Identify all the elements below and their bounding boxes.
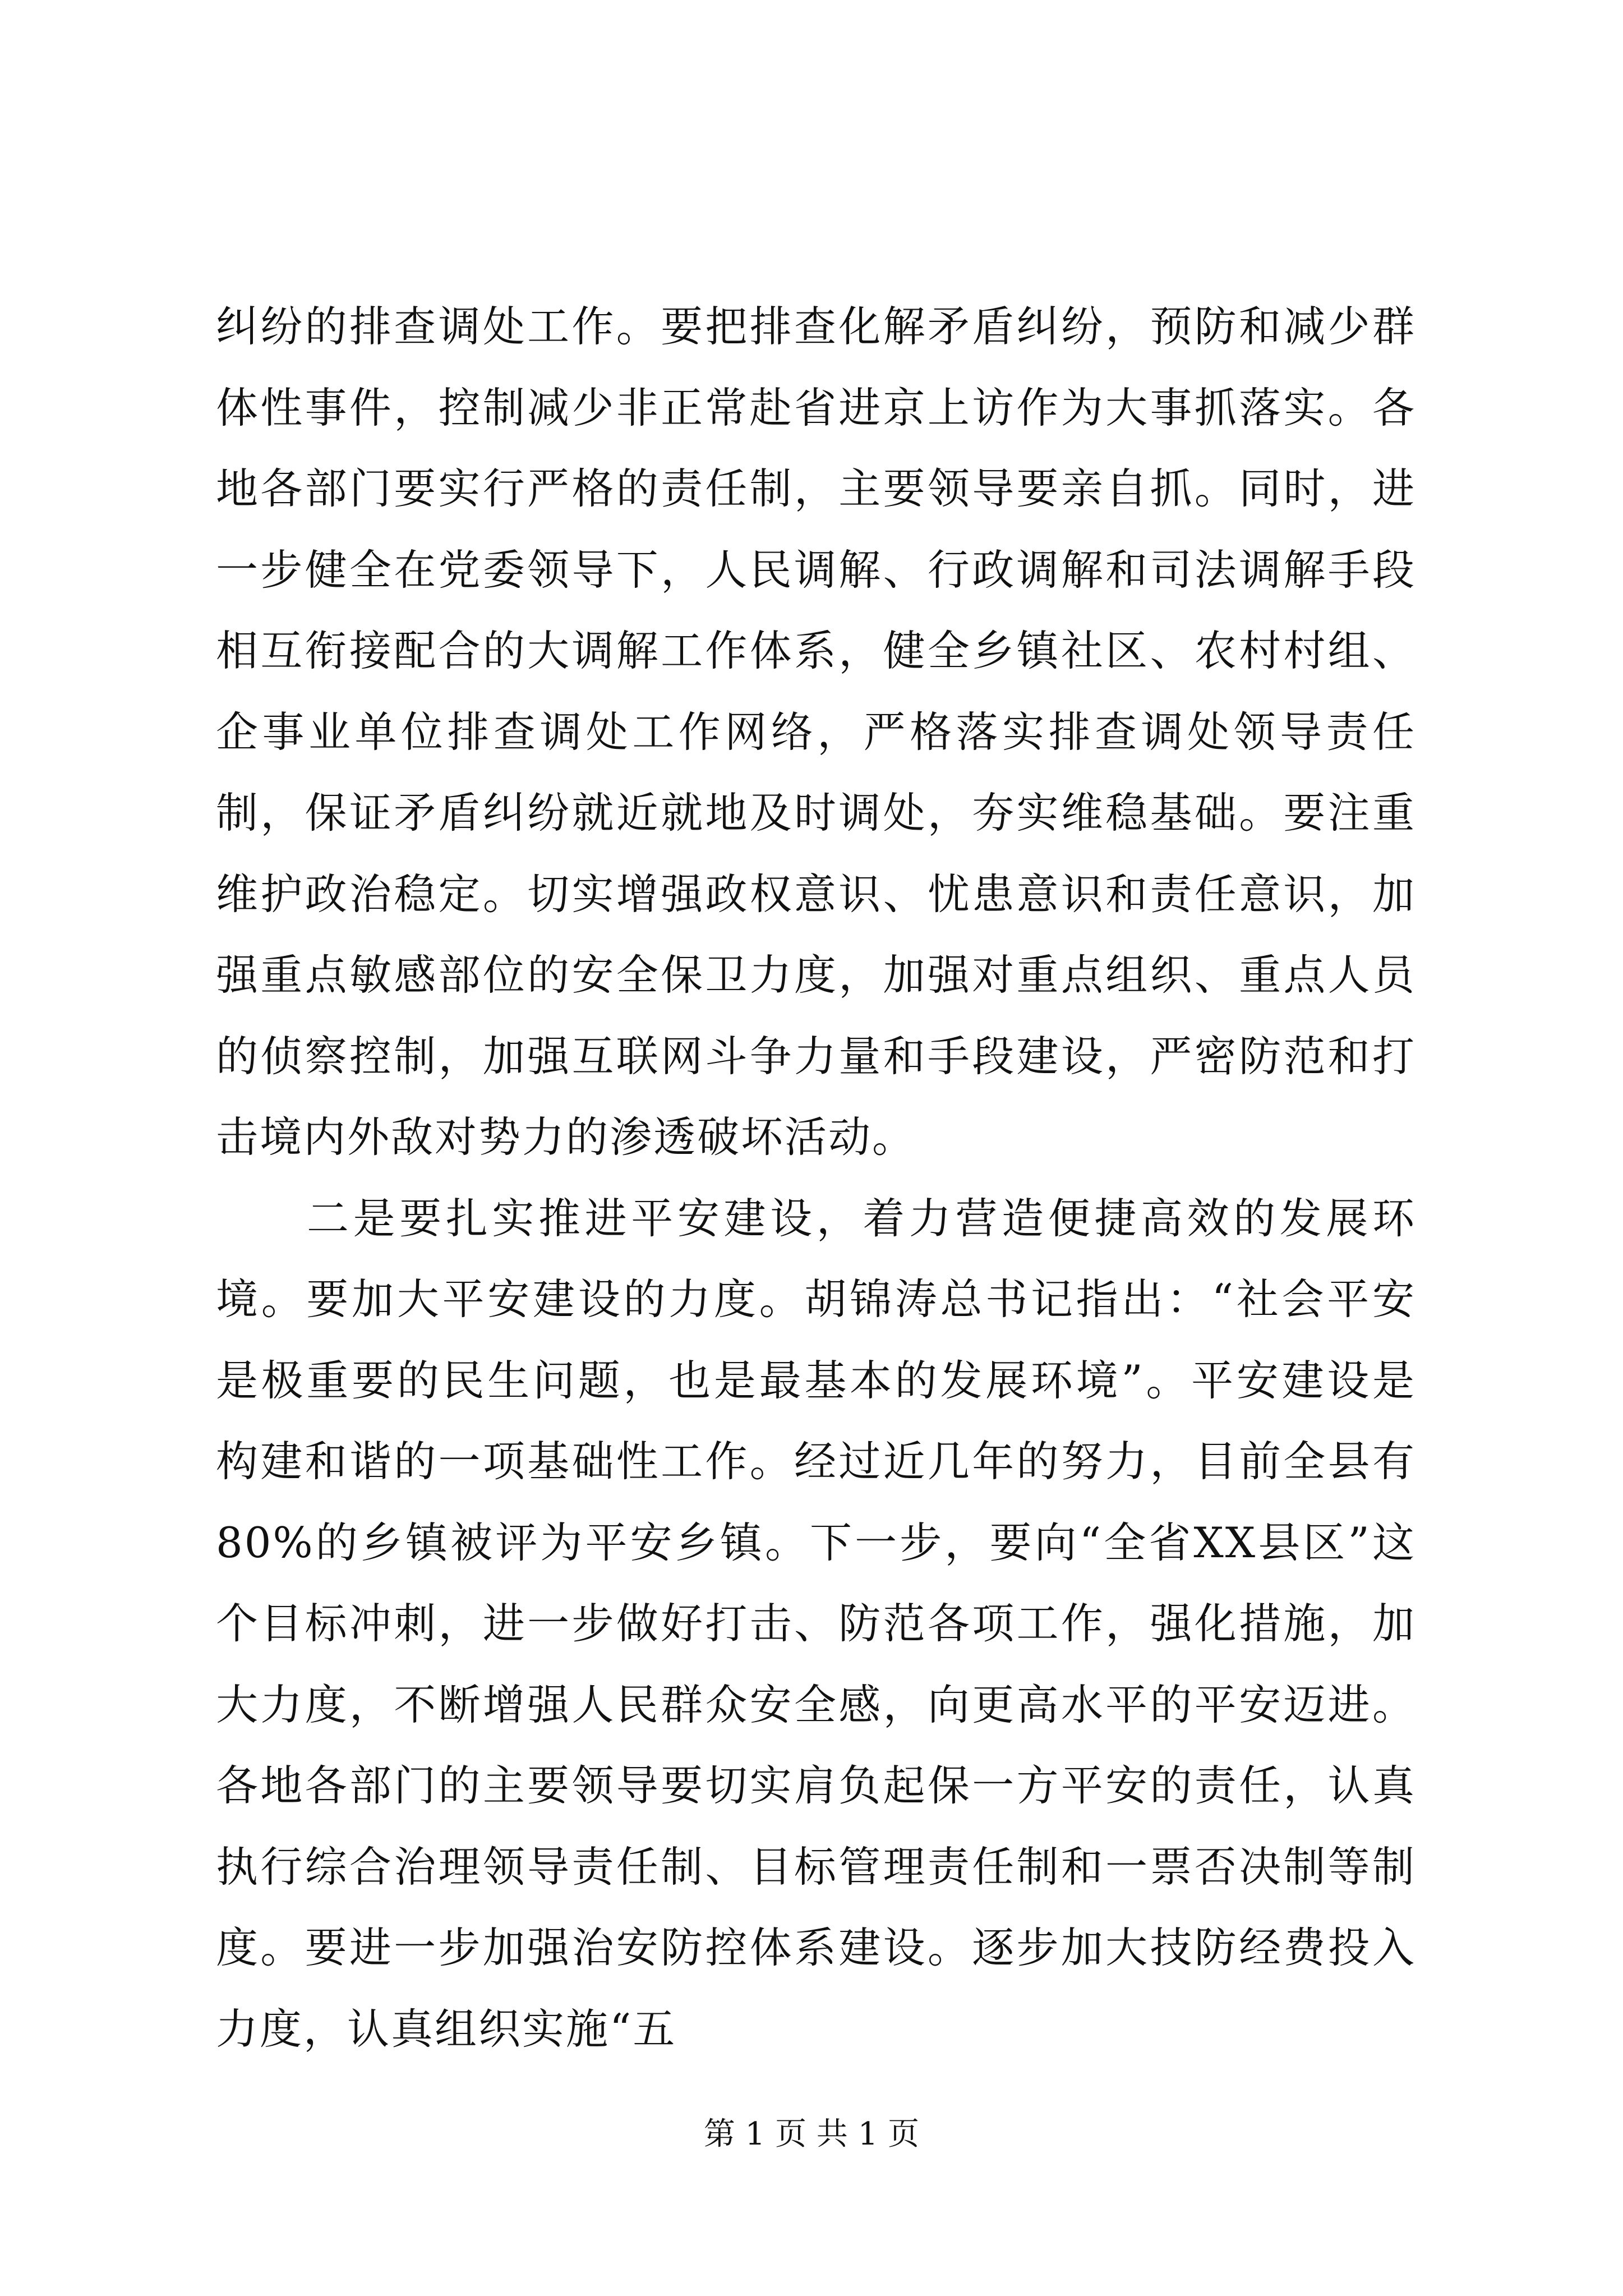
page-footer: 第 1 页 共 1 页 xyxy=(703,2116,920,2152)
paragraph-2: 二是要扎实推进平安建设，着力营造便捷高效的发展环境。要加大平安建设的力度。胡锦涛总书记指出：“社会平安是极重要的民生问题，也是最基本的发展环境”。平安建设是构建和谐的一项基础性工作。经过近几年的努力，目前全县有80%的乡镇被评为平安乡镇。下一步，要向“全省XX县区”这个目标冲刺，进一步做好打击、防范各项工作，强化措施，加大力度，不断增强人民群众安全感，向更高水平的平安迈进。各地各部门的主要领导要切实肩负起保一方平安的责任，认真执行综合治理领导责任制、目标管理责任制和一票否决制等制度。要进一步加强治安防控体系建设。逐步加大技防经费投入力度，认真组织实施“五 xyxy=(216,1193,1417,2054)
document-body xyxy=(216,286,1416,2069)
paragraph-1: 纠纷的排查调处工作。要把排查化解矛盾纠纷，预防和减少群体性事件，控制减少非正常赴省进京上访作为大事抓落实。各地各部门要实行严格的责任制，主要领导要亲自抓。同时，进一步健全在党委领导下，人民调解、行政调解和司法调解手段相互衔接配合的大调解工作体系，健全乡镇社区、农村村组、企事业单位排查调处工作网络，严格落实排查调处领导责任制，保证矛盾纠纷就近就地及时调处，夯实维稳基础。要注重维护政治稳定。切实增强政权意识、忧患意识和责任意识，加强重点敏感部位的安全保卫力度，加强对重点组织、重点人员的侦察控制，加强互联网斗争力量和手段建设，严密防范和打击境内外敌对势力的渗透破坏活动。 xyxy=(216,302,1416,1162)
